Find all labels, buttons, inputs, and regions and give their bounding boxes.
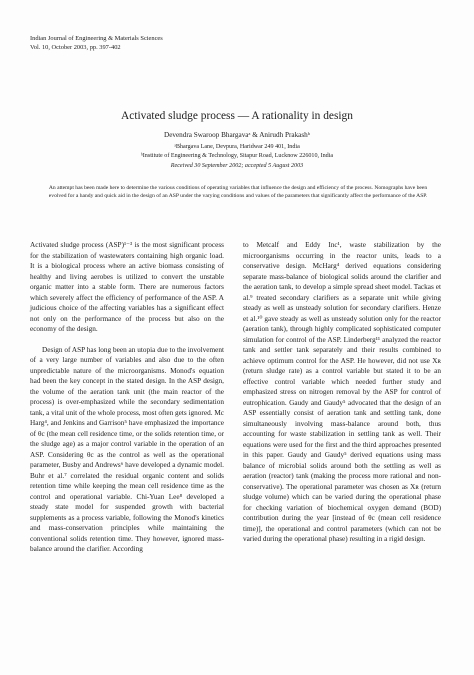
body-paragraph: to Metcalf and Eddy Inc¹, waste stabilization by the microorganisms occurring in the reactor units, leads to a conservative design. McHarg⁴ derived equations considering separate mass-balance of biological solids around the clarifier and the aeration tank, to develop a simple spread sheet model. Tackas et al.⁹ treated secondary clarifiers as a separate unit while giving steady as well as unsteady solution for secondary clarifiers. Henze et al.¹⁰ gave steady as well as unsteady solution only for the reactor (aeration tank), through highly complicated sophisticated computer simulation for control of the ASP. Linderberg¹¹ analyzed the reactor tank and settler tank separately and their results combined to achieve optimum control for the ASP. He however, did not use Xʀ (return sludge rate) as a control variable but stated it to be an effective control variable which needed further study and emphasized stress on nitrogen removal by the ASP for control of eutrophication. Gaudy and Gaudy⁵ advocated that the design of an ASP essentially consist of aeration tank and settling tank, done simultaneously involving mass-balance around both, thus accounting for waste stabilization in settling tank as well. Their equations were used for the first and the third approaches presented in this paper. Gaudy and Gaudy⁵ derived equations using mass balance of microbial solids around both the settling as well as aeration (reactor) tank (making the process more rational and non-conservative). The operational parameter was chosen as Xʀ (return sludge volume) which can be varied during the operational phase for checking variation of biochemical oxygen demand (BOD) contribution during the year [instead of θc (mean cell residence time)], the operational and control parameters (which can not be varied during the operational phase) resulting in a rigid design. <box>243 241 441 543</box>
journal-header <box>30 34 163 52</box>
affiliation-b: ᵇInstitute of Engineering & Technology, Sitapur Road, Lucknow 226010, India <box>140 153 334 159</box>
journal-volume: Vol. 10, October 2003, pp. 397-402 <box>30 44 121 51</box>
body-paragraph: Activated sludge process (ASP)¹⁻³ is the most significant process for the stabilization of wastewaters containing high organic load. It is a biological process where an active biomass consisting of healthy and living aerobes is utilized to convert the unstable organic matter into a stable form. There are numerous factors which severely affect the efficiency of performance of the ASP. A judicious choice of the affecting variables has a significant effect not only on the performance of the process but also on the economy of the design. <box>30 241 224 333</box>
affiliation-a: ᵃBhargava Lane, Devpura, Haridwar 249 401, India <box>174 144 300 150</box>
received-date: Received 30 September 2002; accepted 5 August 2003 <box>170 163 304 169</box>
body-column-left <box>30 240 224 555</box>
article-authors: Devendra Swaroop Bhargavaᵃ & Anirudh Prakashᵇ <box>164 131 310 139</box>
journal-name: Indian Journal of Engineering & Materials Sciences <box>30 35 163 42</box>
abstract: An attempt has been made here to determine the various conditions of operating variables that influence the design and efficiency of the process. Nomographs have been evolved for a handy and quick aid in the design of an ASP under the varying conditions and values of the parameters that significantly affect the performance of the ASP. <box>48 185 428 199</box>
article-title: Activated sludge process — A rationality in design <box>121 110 353 122</box>
body-column-right <box>243 240 441 545</box>
body-paragraph: Design of ASP has long been an utopia due to the involvement of a very large number of variables and also due to the often unpredictable nature of the microorganisms. Monod's equation had been the key concept in the stated design. In the ASP design, the volume of the aeration tank unit (the main reactor of the process) is over-emphasized while the secondary sedimentation tank, a vital unit of the whole process, most often gets ignored. Mc Harg⁴, and Jenkins and Garrison⁵ have emphasized the importance of θc (the mean cell residence time, or the solids retention time, or the sludge age) as a major control variable in the operation of an ASP. Considering θc as the control as well as the operational parameter, Busby and Andrews⁶ have developed a dynamic model. Buhr et al.⁷ correlated the residual organic content and solids retention time while keeping the mean cell residence time as the control and operational variable. Chi-Yuan Lee⁸ developed a steady state model for suspended growth with bacterial supplements as a process variable, following the Monod's kinetics and mass-conservation principles while maintaining the conventional solids retention time. They however, ignored mass-balance around the clarifier. According <box>30 345 224 553</box>
